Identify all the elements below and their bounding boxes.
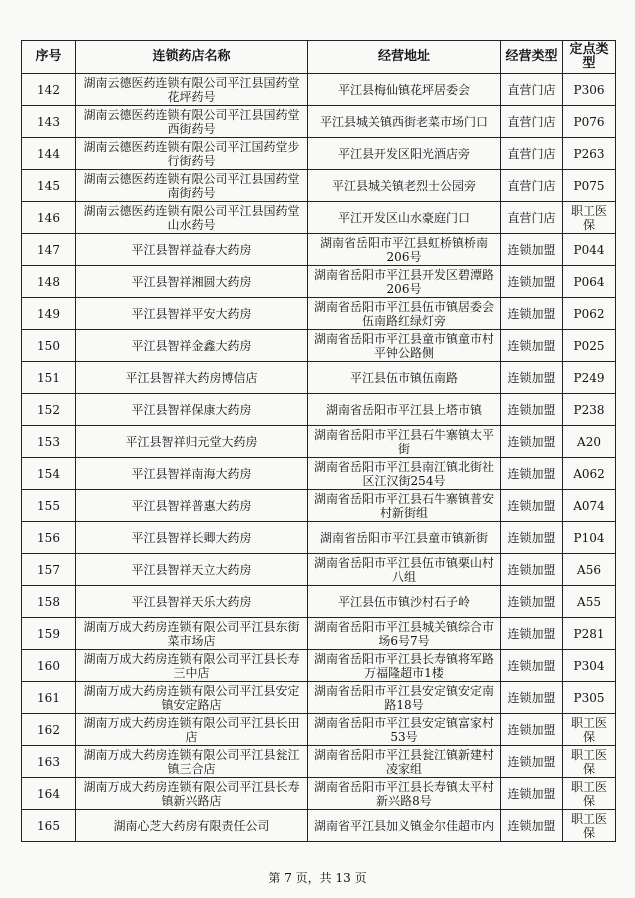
designation-type-cell: P076 [563,106,616,138]
table-row [22,490,616,522]
address-cell: 平江县城关镇西街老菜市场门口 [308,106,501,138]
serial-number-cell: 149 [22,298,76,330]
address-cell: 湖南省岳阳市平江县南江镇北街社区江汉街254号 [308,458,501,490]
designation-type-cell: P062 [563,298,616,330]
address-cell: 平江县伍市镇沙村石子岭 [308,586,501,618]
address-cell: 湖南省岳阳市平江县伍市镇居委会伍南路红绿灯旁 [308,298,501,330]
business-type-cell: 连锁加盟 [501,394,563,426]
table-row [22,650,616,682]
address-cell: 湖南省岳阳市平江县城关镇综合市场6号7号 [308,618,501,650]
business-type-cell: 连锁加盟 [501,362,563,394]
serial-number-cell: 164 [22,778,76,810]
designation-type-cell: 职工医保 [563,202,616,234]
serial-number-cell: 158 [22,586,76,618]
serial-number-cell: 160 [22,650,76,682]
designation-type-cell: P249 [563,362,616,394]
serial-number-cell: 154 [22,458,76,490]
address-cell: 湖南省岳阳市平江县上塔市镇 [308,394,501,426]
address-cell: 湖南省岳阳市平江县安定镇富家村53号 [308,714,501,746]
header-store-name: 连锁药店名称 [76,41,308,74]
designation-type-cell: P044 [563,234,616,266]
serial-number-cell: 151 [22,362,76,394]
address-cell: 平江县梅仙镇花坪居委会 [308,74,501,106]
serial-number-cell: 152 [22,394,76,426]
serial-number-cell: 159 [22,618,76,650]
table-row [22,586,616,618]
business-type-cell: 连锁加盟 [501,682,563,714]
serial-number-cell: 153 [22,426,76,458]
table-row [22,234,616,266]
table-row [22,618,616,650]
business-type-cell: 连锁加盟 [501,522,563,554]
serial-number-cell: 150 [22,330,76,362]
designation-type-cell: A20 [563,426,616,458]
serial-number-cell: 144 [22,138,76,170]
table-row [22,554,616,586]
business-type-cell: 连锁加盟 [501,266,563,298]
business-type-cell: 直营门店 [501,138,563,170]
business-type-cell: 连锁加盟 [501,778,563,810]
store-name-cell: 平江县智祥归元堂大药房 [76,426,308,458]
designation-type-cell: A074 [563,490,616,522]
serial-number-cell: 143 [22,106,76,138]
designation-type-cell: 职工医保 [563,810,616,842]
store-name-cell: 湖南万成大药房连锁有限公司平江县长寿三中店 [76,650,308,682]
business-type-cell: 连锁加盟 [501,490,563,522]
table-row [22,330,616,362]
table-row [22,298,616,330]
designation-type-cell: 职工医保 [563,778,616,810]
page-footer: 第 7 页，共 13 页 [268,871,367,885]
designation-type-cell: P238 [563,394,616,426]
designation-type-cell: 职工医保 [563,746,616,778]
designation-type-cell: P304 [563,650,616,682]
table-row [22,682,616,714]
header-address: 经营地址 [308,41,501,74]
designation-type-cell: 职工医保 [563,714,616,746]
business-type-cell: 连锁加盟 [501,330,563,362]
serial-number-cell: 142 [22,74,76,106]
table-row [22,74,616,106]
table-row [22,202,616,234]
table-row [22,266,616,298]
business-type-cell: 连锁加盟 [501,458,563,490]
business-type-cell: 连锁加盟 [501,714,563,746]
address-cell: 平江县城关镇老烈士公园旁 [308,170,501,202]
serial-number-cell: 163 [22,746,76,778]
table-row [22,458,616,490]
designation-type-cell: P075 [563,170,616,202]
address-cell: 湖南省岳阳市平江县长寿镇太平村新兴路8号 [308,778,501,810]
store-name-cell: 湖南万成大药房连锁有限公司平江县长寿镇新兴路店 [76,778,308,810]
table-row [22,362,616,394]
serial-number-cell: 146 [22,202,76,234]
designation-type-cell: P104 [563,522,616,554]
serial-number-cell: 157 [22,554,76,586]
store-name-cell: 平江县智祥湘圆大药房 [76,266,308,298]
serial-number-cell: 155 [22,490,76,522]
business-type-cell: 直营门店 [501,170,563,202]
business-type-cell: 连锁加盟 [501,554,563,586]
store-name-cell: 平江县智祥普惠大药房 [76,490,308,522]
designation-type-cell: P064 [563,266,616,298]
serial-number-cell: 161 [22,682,76,714]
address-cell: 平江开发区山水豪庭门口 [308,202,501,234]
business-type-cell: 连锁加盟 [501,810,563,842]
address-cell: 平江县伍市镇伍南路 [308,362,501,394]
serial-number-cell: 156 [22,522,76,554]
address-cell: 湖南省岳阳市平江县开发区碧潭路206号 [308,266,501,298]
business-type-cell: 连锁加盟 [501,298,563,330]
address-cell: 湖南省平江县加义镇金尔佳超市内 [308,810,501,842]
address-cell: 湖南省岳阳市平江县童市镇童市村平钟公路侧 [308,330,501,362]
business-type-cell: 连锁加盟 [501,618,563,650]
store-name-cell: 平江县智祥南海大药房 [76,458,308,490]
serial-number-cell: 145 [22,170,76,202]
store-name-cell: 湖南云德医药连锁有限公司平江县国药堂山水药号 [76,202,308,234]
table-header-row [22,41,616,74]
serial-number-cell: 165 [22,810,76,842]
table-row [22,778,616,810]
designation-type-cell: P281 [563,618,616,650]
designation-type-cell: A56 [563,554,616,586]
pharmacy-table [21,40,616,842]
table-row [22,394,616,426]
store-name-cell: 湖南万成大药房连锁有限公司平江县长田店 [76,714,308,746]
store-name-cell: 平江县智祥大药房博信店 [76,362,308,394]
table-row [22,170,616,202]
store-name-cell: 平江县智祥天乐大药房 [76,586,308,618]
designation-type-cell: P025 [563,330,616,362]
store-name-cell: 湖南万成大药房连锁有限公司平江县安定镇安定路店 [76,682,308,714]
business-type-cell: 连锁加盟 [501,426,563,458]
address-cell: 湖南省岳阳市平江县瓮江镇新建村凌家组 [308,746,501,778]
store-name-cell: 平江县智祥金鑫大药房 [76,330,308,362]
store-name-cell: 湖南云德医药连锁有限公司平江县国药堂花坪药号 [76,74,308,106]
store-name-cell: 湖南云德医药连锁有限公司平江县国药堂西街药号 [76,106,308,138]
designation-type-cell: A062 [563,458,616,490]
store-name-cell: 湖南云德医药连锁有限公司平江县国药堂南街药号 [76,170,308,202]
store-name-cell: 平江县智祥益春大药房 [76,234,308,266]
address-cell: 湖南省岳阳市平江县童市镇新街 [308,522,501,554]
business-type-cell: 连锁加盟 [501,650,563,682]
header-designation-type: 定点类型 [563,41,616,74]
serial-number-cell: 148 [22,266,76,298]
store-name-cell: 平江县智祥保康大药房 [76,394,308,426]
store-name-cell: 湖南万成大药房连锁有限公司平江县东街菜市场店 [76,618,308,650]
address-cell: 平江县开发区阳光酒店旁 [308,138,501,170]
address-cell: 湖南省岳阳市平江县伍市镇栗山村八组 [308,554,501,586]
header-business-type: 经营类型 [501,41,563,74]
business-type-cell: 直营门店 [501,106,563,138]
store-name-cell: 平江县智祥天立大药房 [76,554,308,586]
designation-type-cell: P306 [563,74,616,106]
business-type-cell: 连锁加盟 [501,234,563,266]
business-type-cell: 直营门店 [501,74,563,106]
table-row [22,522,616,554]
table-row [22,810,616,842]
store-name-cell: 湖南万成大药房连锁有限公司平江县瓮江镇三合店 [76,746,308,778]
designation-type-cell: A55 [563,586,616,618]
business-type-cell: 连锁加盟 [501,586,563,618]
business-type-cell: 连锁加盟 [501,746,563,778]
table-row [22,106,616,138]
designation-type-cell: P263 [563,138,616,170]
header-serial-number: 序号 [22,41,76,74]
table-body [22,74,616,842]
store-name-cell: 平江县智祥长卿大药房 [76,522,308,554]
store-name-cell: 平江县智祥平安大药房 [76,298,308,330]
designation-type-cell: P305 [563,682,616,714]
table-row [22,714,616,746]
business-type-cell: 直营门店 [501,202,563,234]
address-cell: 湖南省岳阳市平江县石牛寨镇普安村新街组 [308,490,501,522]
table-row [22,746,616,778]
store-name-cell: 湖南心芝大药房有限责任公司 [76,810,308,842]
address-cell: 湖南省岳阳市平江县长寿镇将军路万福隆超市1楼 [308,650,501,682]
address-cell: 湖南省岳阳市平江县石牛寨镇太平街 [308,426,501,458]
table-row [22,426,616,458]
serial-number-cell: 162 [22,714,76,746]
serial-number-cell: 147 [22,234,76,266]
address-cell: 湖南省岳阳市平江县安定镇安定南路18号 [308,682,501,714]
table-row [22,138,616,170]
address-cell: 湖南省岳阳市平江县虹桥镇桥南206号 [308,234,501,266]
store-name-cell: 湖南云德医药连锁有限公司平江国药堂步行街药号 [76,138,308,170]
